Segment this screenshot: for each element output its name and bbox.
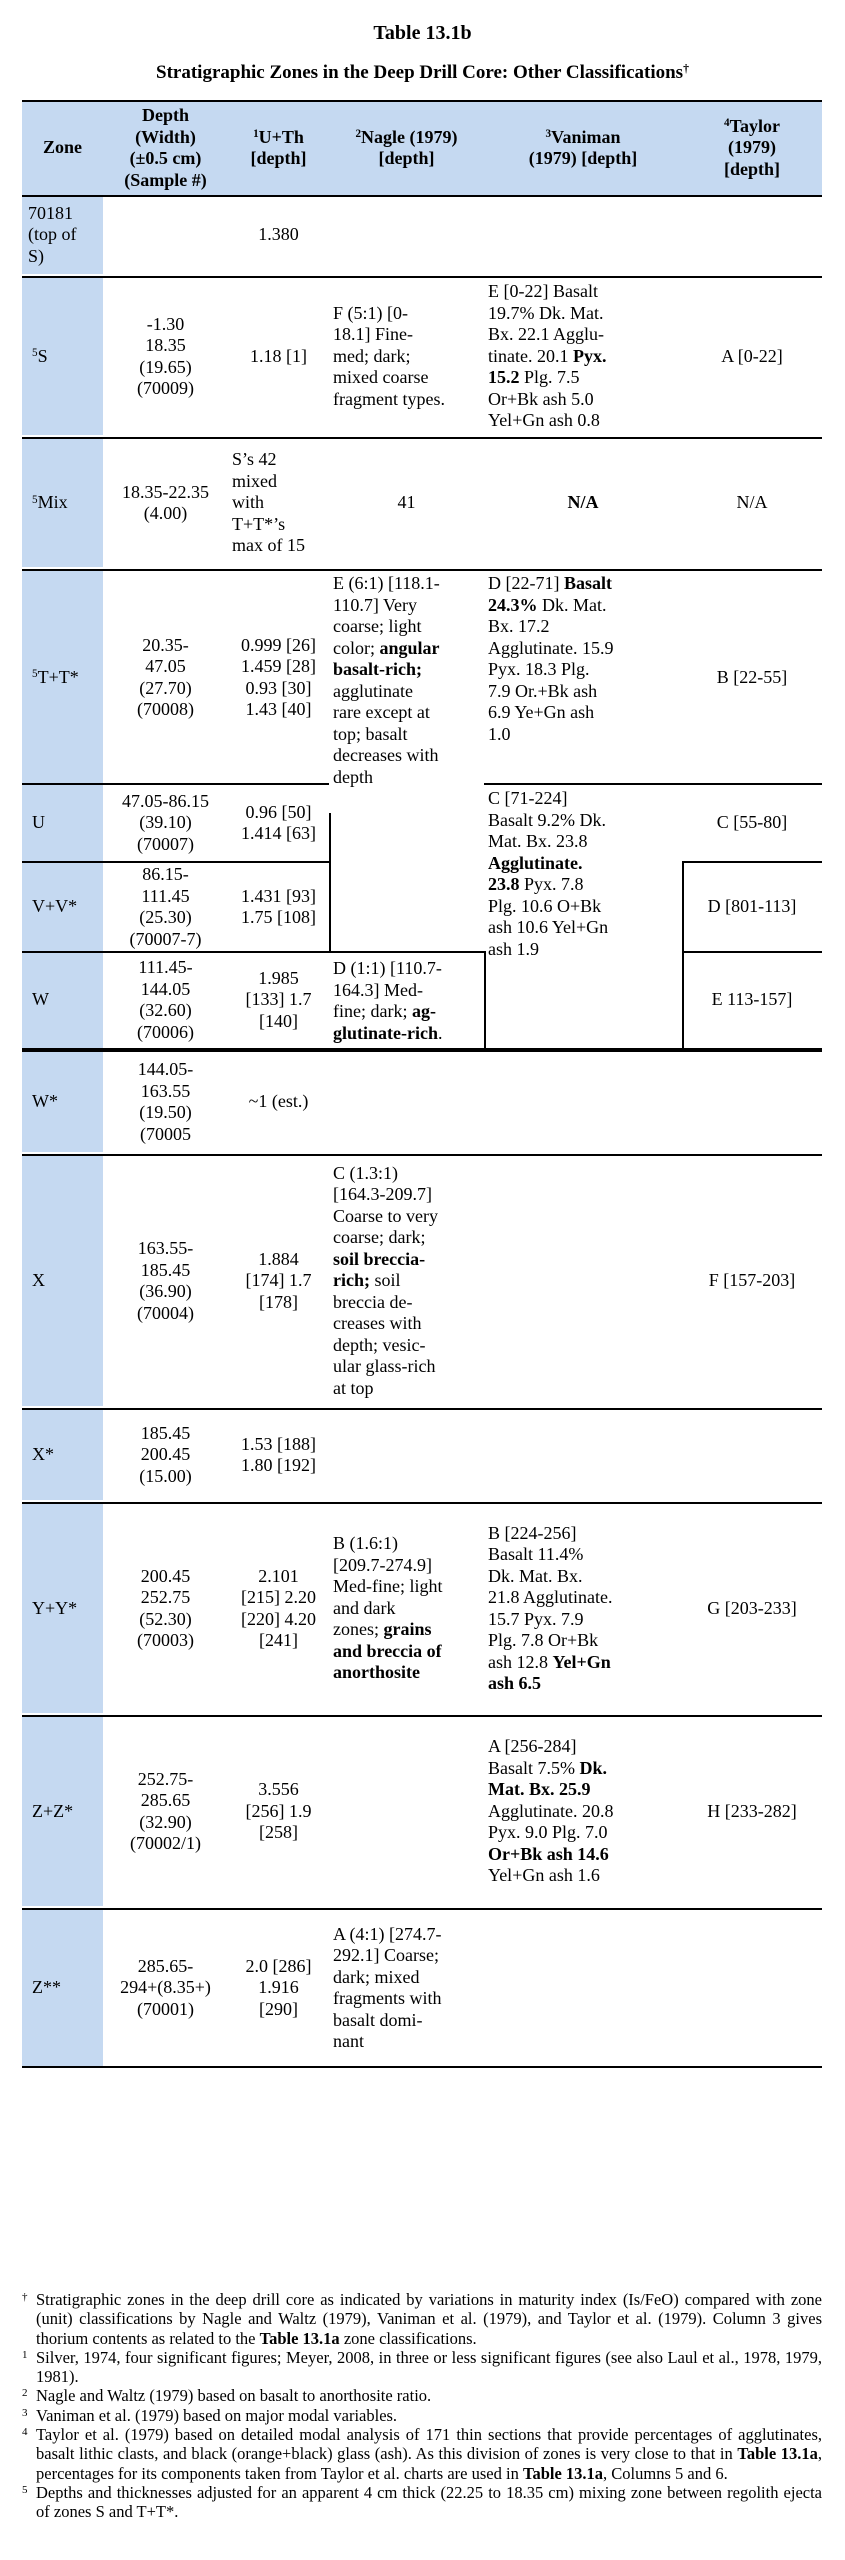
- taylor-tt: B [22-55]: [716, 666, 788, 687]
- header-nagle: $^2$Nagle (1979) [depth]: [329, 100, 484, 196]
- rule: [22, 1715, 822, 1717]
- footnote-4: 4 Taylor et al. (1979) based on detailed modal analysis of 171 thin sections that provide percentages of agglutinates, basalt lithic clasts, and black (orange+black) glass (ash). As this division of zones is very close to that in Table 13.1a, percentages for its components taken from Taylor et al. charts are used in Table 13.1a, Columns 5 and 6.: [22, 2425, 822, 2483]
- depth-wstar: 144.05- 163.55 (19.50) (70005: [137, 1059, 194, 1144]
- uth-xstar: 1.53 [188] 1.80 [192]: [241, 1433, 316, 1475]
- taylor-yy: G [203-233]: [707, 1597, 797, 1618]
- zone-zz: Z+Z*: [22, 1717, 103, 1906]
- rule: [22, 569, 822, 571]
- zone-mix: $^5$Mix: [22, 439, 103, 567]
- depth-u: 47.05-86.15 (39.10) (70007): [122, 790, 209, 854]
- rule: [682, 861, 684, 1050]
- uth-zz: 3.556 [256] 1.9 [258]: [245, 1779, 312, 1843]
- zone-vv: V+V*: [22, 862, 103, 952]
- taylor-u: C [55-80]: [716, 812, 788, 833]
- vaniman-u: C [71-224] Basalt 9.2% Dk. Mat. Bx. 23.8 Agglutinate. 23.8 Pyx. 7.8 Plg. 10.6 O+Bk ash 10.6 Yel+Gn ash 1.9: [488, 788, 609, 959]
- zone-s: $^5$S: [22, 278, 103, 435]
- taylor-mix: N/A: [736, 492, 768, 513]
- depth-zstar: 285.65- 294+(8.35+) (70001): [120, 1955, 211, 2019]
- rule: [329, 813, 331, 952]
- zone-yy: Y+Y*: [22, 1504, 103, 1713]
- nagle-tt: E (6:1) [118.1- 110.7] Very coarse; light color; angular basalt-rich; agglutinate rare except at top; basalt decreases with depth: [333, 573, 440, 787]
- rule: [22, 195, 822, 197]
- rule: [329, 951, 484, 953]
- vaniman-tt: D [22-71] Basalt 24.3% Dk. Mat. Bx. 17.2 Agglutinate. 15.9 Pyx. 18.3 Plg. 7.9 Or.+Bk ash 6.9 Ye+Gn ash 1.0: [488, 573, 614, 744]
- vaniman-yy: B [224-256] Basalt 11.4% Dk. Mat. Bx. 21.8 Agglutinate. 15.7 Pyx. 7.9 Plg. 7.8 Or+Bk ash 12.8 Yel+Gn ash 6.5: [488, 1522, 613, 1693]
- zone-u: U: [22, 784, 103, 862]
- rule: [22, 2066, 822, 2068]
- taylor-x: F [157-203]: [708, 1270, 796, 1291]
- header-taylor: $^4$Taylor (1979) [depth]: [682, 100, 822, 196]
- nagle-mix: 41: [397, 492, 416, 513]
- uth-zstar: 2.0 [286] 1.916 [290]: [245, 1955, 312, 2019]
- rule: [682, 861, 822, 863]
- rule-thick: [22, 1048, 822, 1052]
- table-subtitle: Stratigraphic Zones in the Deep Drill Core: Other Classifications†: [156, 62, 689, 83]
- stratigraphic-table: [22, 100, 822, 2270]
- rule: [22, 951, 329, 953]
- rule: [22, 100, 822, 102]
- footnote-dagger: † Stratigraphic zones in the deep drill core as indicated by variations in maturity index (Is/FeO) compared with zone (unit) classifications by Nagle and Waltz (1979), Vaniman et al. (1979), and Taylor et al. (1979). Column 3 gives thorium contents as related to the Table 13.1a zone classifications.: [22, 2290, 822, 2348]
- rule: [22, 861, 329, 863]
- depth-w: 111.45- 144.05 (32.60) (70006): [137, 957, 194, 1042]
- vaniman-s: E [0-22] Basalt 19.7% Dk. Mat. Bx. 22.1 Agglu- tinate. 20.1 Pyx. 15.2 Plg. 7.5 Or+Bk ash 5.0 Yel+Gn ash 0.8: [488, 281, 607, 431]
- zone-tt: $^5$T+T*: [22, 571, 103, 784]
- nagle-zstar: A (4:1) [274.7- 292.1] Coarse; dark; mixed fragments with basalt domi- nant: [333, 1923, 442, 2051]
- footnote-5: 5 Depths and thicknesses adjusted for an apparent 4 cm thick (22.25 to 18.35 cm) mixing zone between regolith ejecta of zones S and T+T*.: [22, 2482, 822, 2522]
- nagle-w: D (1:1) [110.7- 164.3] Med- fine; dark; ag- glutinate-rich.: [333, 958, 443, 1043]
- depth-yy: 200.45 252.75 (52.30) (70003): [137, 1565, 194, 1650]
- uth-wstar: ~1 (est.): [248, 1091, 309, 1112]
- uth-vv: 1.431 [93] 1.75 [108]: [241, 885, 316, 927]
- depth-vv: 86.15- 111.45 (25.30) (70007-7): [129, 864, 202, 949]
- rule: [22, 1908, 822, 1910]
- uth-x: 1.884 [174] 1.7 [178]: [245, 1248, 312, 1312]
- uth-yy: 2.101 [215] 2.20 [220] 4.20 [241]: [241, 1565, 316, 1650]
- uth-w: 1.985 [133] 1.7 [140]: [245, 967, 312, 1031]
- table-title: Table 13.1b: [373, 22, 472, 44]
- zone-70181: 70181 (top of S): [22, 196, 103, 274]
- taylor-zz: H [233-282]: [707, 1800, 797, 1821]
- footnote-2: 2 Nagle and Waltz (1979) based on basalt to anorthosite ratio.: [22, 2386, 432, 2406]
- depth-x: 163.55- 185.45 (36.90) (70004): [137, 1238, 194, 1323]
- uth-70181: 1.380: [258, 224, 299, 245]
- rule: [22, 783, 329, 785]
- rule: [22, 437, 822, 439]
- header-depth: Depth (Width) (±0.5 cm) (Sample #): [103, 100, 228, 196]
- zone-zstar: Z**: [22, 1910, 103, 2066]
- depth-xstar: 185.45 200.45 (15.00): [139, 1422, 192, 1486]
- vaniman-zz: A [256-284] Basalt 7.5% Dk. Mat. Bx. 25.9 Agglutinate. 20.8 Pyx. 9.0 Plg. 7.0 Or+Bk ash 14.6 Yel+Gn ash 1.6: [488, 1736, 614, 1886]
- rule: [22, 1154, 822, 1156]
- rule: [22, 1408, 822, 1410]
- rule: [22, 1502, 822, 1504]
- header-zone: Zone: [22, 100, 103, 196]
- header-vaniman: $^3$Vaniman (1979) [depth]: [484, 100, 682, 196]
- uth-tt: 0.999 [26] 1.459 [28] 0.93 [30] 1.43 [40]: [241, 634, 316, 719]
- footnote-1: 1 Silver, 1974, four significant figures; Meyer, 2008, in three or less significant figures (see also Laul et al., 1978, 1979, 1981).: [22, 2347, 822, 2387]
- depth-zz: 252.75- 285.65 (32.90) (70002/1): [130, 1768, 201, 1853]
- uth-s: 1.18 [1]: [250, 345, 307, 366]
- taylor-w: E 113-157]: [711, 989, 793, 1010]
- depth-tt: 20.35- 47.05 (27.70) (70008): [137, 634, 194, 719]
- rule: [22, 276, 822, 278]
- nagle-x: C (1.3:1) [164.3-209.7] Coarse to very coarse; dark; soil breccia- rich; soil breccia de- creases with depth; vesic- ular glass-rich at top: [333, 1162, 438, 1398]
- taylor-s: A [0-22]: [721, 345, 783, 366]
- depth-mix: 18.35-22.35 (4.00): [122, 481, 209, 523]
- taylor-vv: D [801-113]: [707, 896, 797, 917]
- footnote-3: 3 Vaniman et al. (1979) based on major modal variables.: [22, 2405, 398, 2425]
- footnotes: [22, 2290, 822, 2522]
- zone-wstar: W*: [22, 1052, 103, 1152]
- zone-xstar: X*: [22, 1410, 103, 1500]
- zone-w: W: [22, 952, 103, 1048]
- zone-x: X: [22, 1156, 103, 1406]
- nagle-yy: B (1.6:1) [209.7-274.9] Med-fine; light and dark zones; grains and breccia of anorthosite: [333, 1533, 443, 1683]
- rule: [682, 951, 822, 953]
- rule: [484, 951, 486, 1050]
- header-uth: $^1$U+Th [depth]: [228, 100, 329, 196]
- uth-mix: S’s 42 mixed with T+T*’s max of 15: [232, 449, 305, 556]
- rule: [484, 783, 822, 785]
- vaniman-mix: N/A: [567, 492, 599, 513]
- uth-u: 0.96 [50] 1.414 [63]: [241, 801, 316, 843]
- depth-s: -1.30 18.35 (19.65) (70009): [137, 313, 194, 398]
- nagle-s: F (5:1) [0- 18.1] Fine- med; dark; mixed coarse fragment types.: [333, 302, 445, 409]
